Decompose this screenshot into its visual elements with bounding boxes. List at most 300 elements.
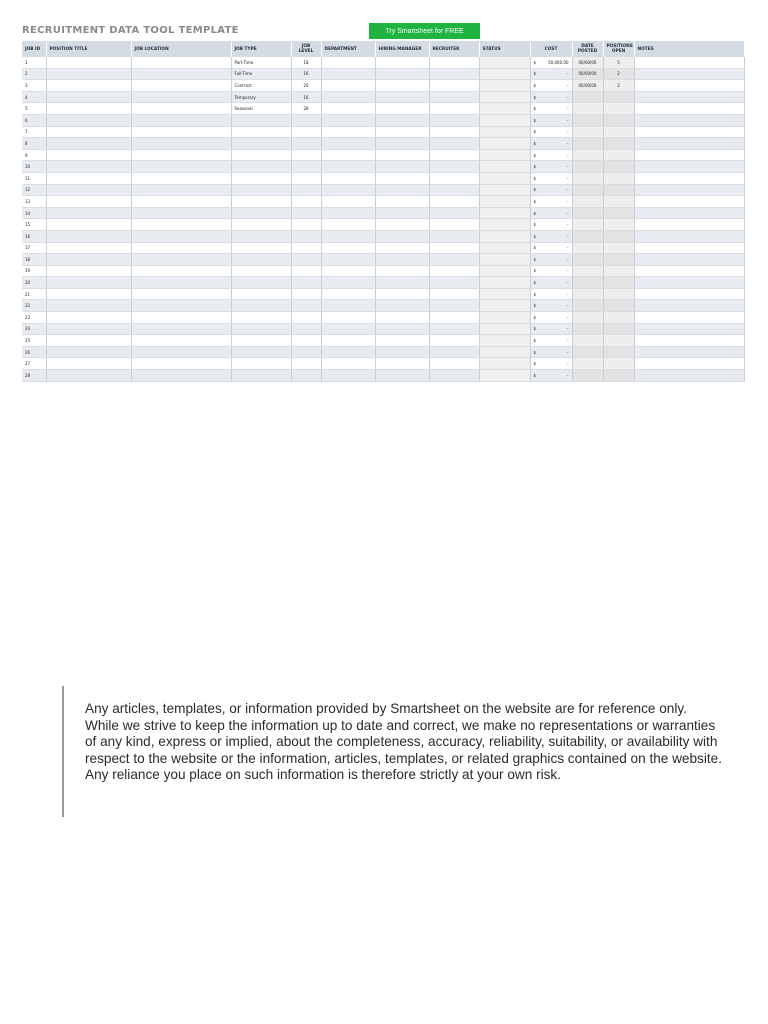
cell-status[interactable]: [479, 207, 530, 219]
cell-department[interactable]: [321, 265, 375, 277]
cell-job-level[interactable]: [291, 370, 321, 382]
cell-job-type[interactable]: [231, 335, 291, 347]
cell-hiring-manager[interactable]: [375, 358, 429, 370]
cell-job-id[interactable]: 11: [22, 172, 46, 184]
cell-job-type[interactable]: [231, 370, 291, 382]
cell-job-id[interactable]: 21: [22, 288, 46, 300]
cell-date-posted[interactable]: [572, 207, 603, 219]
cell-notes[interactable]: [634, 254, 744, 266]
cell-job-type[interactable]: [231, 172, 291, 184]
cell-job-location[interactable]: [131, 277, 231, 289]
cell-job-type[interactable]: [231, 277, 291, 289]
cell-status[interactable]: [479, 300, 530, 312]
cell-notes[interactable]: [634, 68, 744, 80]
cell-status[interactable]: [479, 323, 530, 335]
cell-job-location[interactable]: [131, 91, 231, 103]
cell-job-location[interactable]: [131, 346, 231, 358]
cell-positions-open[interactable]: [603, 277, 634, 289]
cell-notes[interactable]: [634, 138, 744, 150]
cell-status[interactable]: [479, 68, 530, 80]
cell-job-id[interactable]: 23: [22, 312, 46, 324]
cell-notes[interactable]: [634, 312, 744, 324]
cell-positions-open[interactable]: [603, 184, 634, 196]
cell-cost[interactable]: [530, 265, 572, 277]
cell-cost[interactable]: [530, 103, 572, 115]
cell-cost[interactable]: [530, 288, 572, 300]
cell-hiring-manager[interactable]: [375, 265, 429, 277]
cell-positions-open[interactable]: [603, 254, 634, 266]
cell-recruiter[interactable]: [429, 323, 479, 335]
cell-position-title[interactable]: [46, 219, 131, 231]
cell-recruiter[interactable]: [429, 288, 479, 300]
cell-cost[interactable]: [530, 161, 572, 173]
cell-job-type[interactable]: Contract: [231, 80, 291, 92]
cell-hiring-manager[interactable]: [375, 68, 429, 80]
cell-job-location[interactable]: [131, 300, 231, 312]
cell-hiring-manager[interactable]: [375, 196, 429, 208]
cell-position-title[interactable]: [46, 184, 131, 196]
cell-notes[interactable]: [634, 91, 744, 103]
cell-job-type[interactable]: [231, 184, 291, 196]
cell-notes[interactable]: [634, 335, 744, 347]
cell-notes[interactable]: [634, 126, 744, 138]
cell-job-level[interactable]: [291, 288, 321, 300]
cell-recruiter[interactable]: [429, 242, 479, 254]
cell-date-posted[interactable]: [572, 219, 603, 231]
try-smartsheet-button[interactable]: Try Smartsheet for FREE: [369, 23, 480, 39]
cell-position-title[interactable]: [46, 149, 131, 161]
cell-job-type[interactable]: Seasonal: [231, 103, 291, 115]
cell-department[interactable]: [321, 300, 375, 312]
cell-job-type[interactable]: [231, 149, 291, 161]
cell-job-id[interactable]: 12: [22, 184, 46, 196]
cell-job-type[interactable]: [231, 358, 291, 370]
cell-job-level[interactable]: [291, 358, 321, 370]
cell-positions-open[interactable]: [603, 149, 634, 161]
cell-job-level[interactable]: [291, 161, 321, 173]
cell-position-title[interactable]: [46, 242, 131, 254]
cell-recruiter[interactable]: [429, 161, 479, 173]
cell-cost[interactable]: [530, 126, 572, 138]
cell-job-location[interactable]: [131, 103, 231, 115]
cell-position-title[interactable]: [46, 126, 131, 138]
cell-job-type[interactable]: [231, 312, 291, 324]
cell-department[interactable]: [321, 161, 375, 173]
cell-hiring-manager[interactable]: [375, 300, 429, 312]
cell-position-title[interactable]: [46, 265, 131, 277]
cell-positions-open[interactable]: [603, 230, 634, 242]
cell-status[interactable]: [479, 126, 530, 138]
cell-date-posted[interactable]: [572, 370, 603, 382]
cell-date-posted[interactable]: [572, 254, 603, 266]
cell-recruiter[interactable]: [429, 138, 479, 150]
cell-cost[interactable]: [530, 114, 572, 126]
cell-job-type[interactable]: [231, 288, 291, 300]
cell-job-level[interactable]: [291, 242, 321, 254]
cell-positions-open[interactable]: [603, 346, 634, 358]
cell-job-level[interactable]: [291, 254, 321, 266]
cell-position-title[interactable]: [46, 288, 131, 300]
cell-positions-open[interactable]: [603, 138, 634, 150]
cell-date-posted[interactable]: [572, 138, 603, 150]
cell-position-title[interactable]: [46, 57, 131, 68]
cell-status[interactable]: [479, 57, 530, 68]
cell-date-posted[interactable]: [572, 196, 603, 208]
cell-status[interactable]: [479, 91, 530, 103]
cell-position-title[interactable]: [46, 335, 131, 347]
cell-notes[interactable]: [634, 242, 744, 254]
cell-positions-open[interactable]: [603, 335, 634, 347]
cell-job-location[interactable]: [131, 196, 231, 208]
cell-status[interactable]: [479, 80, 530, 92]
cell-cost[interactable]: [530, 138, 572, 150]
cell-notes[interactable]: [634, 300, 744, 312]
cell-notes[interactable]: [634, 172, 744, 184]
cell-department[interactable]: [321, 288, 375, 300]
cell-date-posted[interactable]: [572, 91, 603, 103]
cell-date-posted[interactable]: 00/00/00: [572, 57, 603, 68]
cell-job-level[interactable]: [291, 172, 321, 184]
cell-position-title[interactable]: [46, 172, 131, 184]
cell-status[interactable]: [479, 161, 530, 173]
cell-recruiter[interactable]: [429, 312, 479, 324]
cell-recruiter[interactable]: [429, 265, 479, 277]
cell-department[interactable]: [321, 126, 375, 138]
cell-positions-open[interactable]: [603, 126, 634, 138]
cell-notes[interactable]: [634, 207, 744, 219]
cell-recruiter[interactable]: [429, 80, 479, 92]
cell-job-id[interactable]: 6: [22, 114, 46, 126]
cell-job-location[interactable]: [131, 80, 231, 92]
cell-positions-open[interactable]: [603, 207, 634, 219]
cell-positions-open[interactable]: [603, 219, 634, 231]
cell-hiring-manager[interactable]: [375, 242, 429, 254]
cell-job-type[interactable]: [231, 207, 291, 219]
cell-positions-open[interactable]: [603, 323, 634, 335]
cell-job-id[interactable]: 26: [22, 346, 46, 358]
cell-department[interactable]: [321, 172, 375, 184]
cell-date-posted[interactable]: [572, 184, 603, 196]
cell-status[interactable]: [479, 149, 530, 161]
cell-cost[interactable]: [530, 149, 572, 161]
cell-hiring-manager[interactable]: [375, 277, 429, 289]
cell-position-title[interactable]: [46, 370, 131, 382]
cell-positions-open[interactable]: [603, 196, 634, 208]
cell-notes[interactable]: [634, 370, 744, 382]
cell-notes[interactable]: [634, 323, 744, 335]
cell-job-id[interactable]: 9: [22, 149, 46, 161]
cell-hiring-manager[interactable]: [375, 161, 429, 173]
cell-notes[interactable]: [634, 358, 744, 370]
cell-job-id[interactable]: 25: [22, 335, 46, 347]
cell-job-id[interactable]: 18: [22, 254, 46, 266]
cell-status[interactable]: [479, 370, 530, 382]
cell-job-type[interactable]: [231, 230, 291, 242]
cell-hiring-manager[interactable]: [375, 80, 429, 92]
cell-job-level[interactable]: 20: [291, 80, 321, 92]
cell-positions-open[interactable]: [603, 370, 634, 382]
cell-date-posted[interactable]: [572, 346, 603, 358]
cell-cost[interactable]: [530, 346, 572, 358]
cell-department[interactable]: [321, 323, 375, 335]
cell-job-level[interactable]: 16: [291, 68, 321, 80]
cell-cost[interactable]: [530, 57, 572, 68]
cell-status[interactable]: [479, 230, 530, 242]
cell-job-id[interactable]: 2: [22, 68, 46, 80]
cell-job-level[interactable]: [291, 230, 321, 242]
cell-job-type[interactable]: [231, 323, 291, 335]
cell-date-posted[interactable]: [572, 277, 603, 289]
cell-department[interactable]: [321, 138, 375, 150]
cell-job-type[interactable]: [231, 219, 291, 231]
cell-date-posted[interactable]: 00/00/00: [572, 80, 603, 92]
cell-department[interactable]: [321, 312, 375, 324]
cell-department[interactable]: [321, 335, 375, 347]
cell-job-type[interactable]: [231, 242, 291, 254]
cell-cost[interactable]: [530, 230, 572, 242]
cell-job-level[interactable]: [291, 323, 321, 335]
cell-cost[interactable]: [530, 219, 572, 231]
cell-date-posted[interactable]: 00/00/00: [572, 68, 603, 80]
cell-position-title[interactable]: [46, 312, 131, 324]
cell-positions-open[interactable]: 2: [603, 68, 634, 80]
cell-date-posted[interactable]: [572, 230, 603, 242]
cell-job-location[interactable]: [131, 254, 231, 266]
cell-job-type[interactable]: [231, 254, 291, 266]
cell-job-id[interactable]: 17: [22, 242, 46, 254]
cell-job-location[interactable]: [131, 265, 231, 277]
cell-job-type[interactable]: [231, 265, 291, 277]
cell-cost[interactable]: [530, 254, 572, 266]
cell-position-title[interactable]: [46, 138, 131, 150]
cell-job-id[interactable]: 20: [22, 277, 46, 289]
cell-date-posted[interactable]: [572, 126, 603, 138]
cell-status[interactable]: [479, 254, 530, 266]
cell-cost[interactable]: [530, 207, 572, 219]
cell-job-level[interactable]: [291, 312, 321, 324]
cell-position-title[interactable]: [46, 254, 131, 266]
cell-notes[interactable]: [634, 103, 744, 115]
cell-job-id[interactable]: 16: [22, 230, 46, 242]
cell-job-location[interactable]: [131, 126, 231, 138]
cell-notes[interactable]: [634, 219, 744, 231]
cell-positions-open[interactable]: [603, 114, 634, 126]
cell-recruiter[interactable]: [429, 68, 479, 80]
cell-job-location[interactable]: [131, 149, 231, 161]
cell-positions-open[interactable]: [603, 288, 634, 300]
cell-job-id[interactable]: 15: [22, 219, 46, 231]
cell-positions-open[interactable]: [603, 103, 634, 115]
cell-job-location[interactable]: [131, 161, 231, 173]
cell-position-title[interactable]: [46, 80, 131, 92]
cell-cost[interactable]: [530, 370, 572, 382]
cell-recruiter[interactable]: [429, 114, 479, 126]
cell-job-type[interactable]: [231, 114, 291, 126]
cell-job-level[interactable]: [291, 114, 321, 126]
cell-job-level[interactable]: 16: [291, 91, 321, 103]
cell-department[interactable]: [321, 277, 375, 289]
cell-recruiter[interactable]: [429, 172, 479, 184]
cell-cost[interactable]: [530, 312, 572, 324]
cell-job-level[interactable]: [291, 265, 321, 277]
cell-job-level[interactable]: [291, 207, 321, 219]
cell-notes[interactable]: [634, 265, 744, 277]
cell-date-posted[interactable]: [572, 103, 603, 115]
cell-status[interactable]: [479, 172, 530, 184]
cell-status[interactable]: [479, 184, 530, 196]
cell-job-location[interactable]: [131, 219, 231, 231]
cell-cost[interactable]: [530, 80, 572, 92]
cell-position-title[interactable]: [46, 230, 131, 242]
cell-job-level[interactable]: [291, 300, 321, 312]
cell-department[interactable]: [321, 57, 375, 68]
cell-hiring-manager[interactable]: [375, 172, 429, 184]
cell-hiring-manager[interactable]: [375, 346, 429, 358]
cell-cost[interactable]: [530, 300, 572, 312]
cell-recruiter[interactable]: [429, 91, 479, 103]
cell-status[interactable]: [479, 358, 530, 370]
cell-hiring-manager[interactable]: [375, 184, 429, 196]
cell-recruiter[interactable]: [429, 277, 479, 289]
cell-department[interactable]: [321, 80, 375, 92]
cell-department[interactable]: [321, 114, 375, 126]
cell-cost[interactable]: [530, 323, 572, 335]
cell-job-location[interactable]: [131, 184, 231, 196]
cell-recruiter[interactable]: [429, 184, 479, 196]
cell-job-level[interactable]: [291, 335, 321, 347]
cell-positions-open[interactable]: [603, 300, 634, 312]
cell-department[interactable]: [321, 370, 375, 382]
cell-job-level[interactable]: [291, 219, 321, 231]
cell-hiring-manager[interactable]: [375, 335, 429, 347]
cell-positions-open[interactable]: 2: [603, 80, 634, 92]
cell-job-id[interactable]: 3: [22, 80, 46, 92]
cell-hiring-manager[interactable]: [375, 254, 429, 266]
cell-job-level[interactable]: [291, 277, 321, 289]
cell-recruiter[interactable]: [429, 149, 479, 161]
cell-position-title[interactable]: [46, 323, 131, 335]
cell-job-type[interactable]: Temporary: [231, 91, 291, 103]
cell-job-id[interactable]: 14: [22, 207, 46, 219]
cell-position-title[interactable]: [46, 91, 131, 103]
cell-status[interactable]: [479, 242, 530, 254]
cell-job-id[interactable]: 5: [22, 103, 46, 115]
cell-notes[interactable]: [634, 114, 744, 126]
cell-recruiter[interactable]: [429, 335, 479, 347]
cell-notes[interactable]: [634, 57, 744, 68]
cell-positions-open[interactable]: [603, 172, 634, 184]
cell-notes[interactable]: [634, 277, 744, 289]
cell-recruiter[interactable]: [429, 370, 479, 382]
cell-notes[interactable]: [634, 80, 744, 92]
cell-status[interactable]: [479, 346, 530, 358]
cell-position-title[interactable]: [46, 277, 131, 289]
cell-hiring-manager[interactable]: [375, 312, 429, 324]
cell-job-level[interactable]: 18: [291, 57, 321, 68]
cell-job-id[interactable]: 8: [22, 138, 46, 150]
cell-date-posted[interactable]: [572, 114, 603, 126]
cell-date-posted[interactable]: [572, 161, 603, 173]
cell-job-level[interactable]: [291, 138, 321, 150]
cell-hiring-manager[interactable]: [375, 103, 429, 115]
cell-hiring-manager[interactable]: [375, 138, 429, 150]
cell-hiring-manager[interactable]: [375, 126, 429, 138]
cell-notes[interactable]: [634, 230, 744, 242]
cell-notes[interactable]: [634, 184, 744, 196]
cell-job-location[interactable]: [131, 370, 231, 382]
cell-date-posted[interactable]: [572, 149, 603, 161]
cell-notes[interactable]: [634, 149, 744, 161]
cell-job-level[interactable]: [291, 196, 321, 208]
cell-job-id[interactable]: 10: [22, 161, 46, 173]
cell-department[interactable]: [321, 219, 375, 231]
cell-job-id[interactable]: 19: [22, 265, 46, 277]
cell-cost[interactable]: [530, 172, 572, 184]
cell-job-type[interactable]: Full-Time: [231, 68, 291, 80]
cell-date-posted[interactable]: [572, 300, 603, 312]
cell-job-id[interactable]: 24: [22, 323, 46, 335]
cell-hiring-manager[interactable]: [375, 288, 429, 300]
cell-cost[interactable]: [530, 335, 572, 347]
cell-job-id[interactable]: 22: [22, 300, 46, 312]
cell-hiring-manager[interactable]: [375, 114, 429, 126]
cell-hiring-manager[interactable]: [375, 91, 429, 103]
cell-department[interactable]: [321, 346, 375, 358]
cell-department[interactable]: [321, 149, 375, 161]
cell-recruiter[interactable]: [429, 230, 479, 242]
cell-job-level[interactable]: [291, 149, 321, 161]
cell-notes[interactable]: [634, 196, 744, 208]
cell-date-posted[interactable]: [572, 288, 603, 300]
cell-date-posted[interactable]: [572, 358, 603, 370]
cell-job-type[interactable]: [231, 300, 291, 312]
cell-job-location[interactable]: [131, 172, 231, 184]
cell-department[interactable]: [321, 184, 375, 196]
cell-recruiter[interactable]: [429, 346, 479, 358]
cell-department[interactable]: [321, 103, 375, 115]
cell-job-location[interactable]: [131, 207, 231, 219]
cell-recruiter[interactable]: [429, 207, 479, 219]
cell-position-title[interactable]: [46, 161, 131, 173]
cell-job-level[interactable]: [291, 184, 321, 196]
cell-job-location[interactable]: [131, 114, 231, 126]
cell-position-title[interactable]: [46, 114, 131, 126]
cell-recruiter[interactable]: [429, 358, 479, 370]
cell-department[interactable]: [321, 207, 375, 219]
cell-department[interactable]: [321, 242, 375, 254]
cell-job-type[interactable]: [231, 126, 291, 138]
cell-recruiter[interactable]: [429, 254, 479, 266]
cell-department[interactable]: [321, 358, 375, 370]
cell-status[interactable]: [479, 103, 530, 115]
cell-job-id[interactable]: 7: [22, 126, 46, 138]
cell-hiring-manager[interactable]: [375, 370, 429, 382]
cell-status[interactable]: [479, 312, 530, 324]
cell-notes[interactable]: [634, 288, 744, 300]
cell-job-location[interactable]: [131, 68, 231, 80]
cell-hiring-manager[interactable]: [375, 219, 429, 231]
cell-job-location[interactable]: [131, 323, 231, 335]
cell-job-type[interactable]: [231, 138, 291, 150]
cell-status[interactable]: [479, 265, 530, 277]
cell-status[interactable]: [479, 335, 530, 347]
cell-cost[interactable]: [530, 196, 572, 208]
cell-job-type[interactable]: [231, 161, 291, 173]
cell-date-posted[interactable]: [572, 172, 603, 184]
cell-hiring-manager[interactable]: [375, 149, 429, 161]
cell-positions-open[interactable]: [603, 242, 634, 254]
cell-job-level[interactable]: 28: [291, 103, 321, 115]
